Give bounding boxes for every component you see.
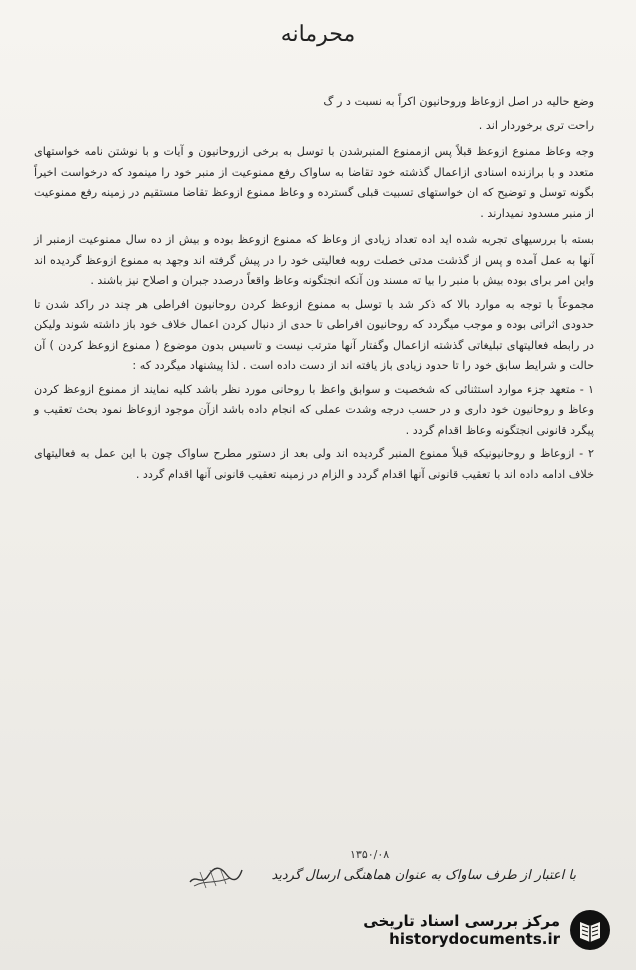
document-date: ۱۳۵۰/۰۸: [350, 848, 390, 861]
paragraph-4: بسته با بررسیهای تجربه شده اید اده تعداد زیادی از وعاظ که ممنوع ازوعظ بوده و بیش از ده سال ممنوعیت ازمنبر از آنها به عمل آمده و پس از گذشت مدتی خصلت روبه فعالیتی خود را در پیش گرفته اند وجهد به ممنوع ازوعظ گردیده اند واین امر برای بوده بیش با منبر را بیا ته مسند ون آنکه انجتگونه وعاظ واقعاً درصدد جبران و اصلاح نیز باشند .: [34, 233, 594, 287]
watermark-url: historydocuments.ir: [389, 930, 560, 948]
paragraph-7: ۲ - ازوعاظ و روحانیونیکه قبلاً ممنوع المنبر گردیده اند ولی بعد از دستور مطرح ساواک چون با این عمل به فعالیتهای خلاف ادامه داده اند با تعقیب قانونی آنها اقدام گردد و الزام در زمینه تعقیب قانونی آنها اقدام گردد .: [34, 447, 594, 481]
paragraph-1: وضع حالیه در اصل ازوعاظ وروحانیون اکراً به نسبت د ر گ: [323, 95, 594, 108]
page-title: محرمانه: [280, 22, 356, 47]
footer-handwritten-line: با اعتبار از طرف ساواک به عنوان هماهنگی ارسال گردید: [271, 868, 576, 883]
paragraph-5: مجموعاً با توجه به موارد بالا که ذکر شد با توسل به ممنوع ازوعظ کردن روحانیون افراطی هر چند در راکد شدن تا حدودی اثراتی بوده و موجب میگردد که روحانیون افراطی تا حدی از دنبال کردن اعمال خلاف خود باز داشته شوند ولیکن در رابطه فعالیتهای تبلیغاتی گذشته ازاعمال وگفتار آنها مترتب نیست و تاسیس بدون موضوع ( ممنوع ازوعظ کردن ) آن حالت و شرایط سابق خود را تا حدود زیادی باز یافته اند از دست داده است . لذا پیشنهاد میگردد که :: [34, 297, 594, 372]
watermark-persian: مرکز بررسی اسناد تاریخی: [363, 912, 560, 930]
paragraph-2: راحت تری برخوردار اند .: [478, 118, 594, 132]
paragraph-3: وجه وعاظ ممنوع ازوعظ قبلاً پس ازممنوع المنبرشدن با توسل به برخی ازروحانیون و آیات و با نوشتن نامه خواستهای متعدد و با برازنده اسنادی ازاعمال گذشته خود تقاضا به ساواک رفع ممنوعیت از منبر خود را مینمود که درخواست اخیراً بگونه توسل و توضیح که ان خواستهای تسبیت قبلی گسترده و وعاظ ممنوع ازوعظ تقاضا مستقیم در زمینه رفع ممنوعیت از منبر مسدود نمیدارند .: [34, 145, 594, 220]
document-body: [34, 92, 594, 488]
watermark: [352, 904, 612, 956]
book-shield-logo-icon: [568, 908, 612, 952]
paragraph-6: ۱ - متعهد جزء موارد استثنائی که شخصیت و سوابق واعظ با روحانی مورد نظر باشد کلیه نمایند از ممنوع ازوعظ کردن وعاظ و روحانیون خود داری و در حسب درجه وشدت عملی که انجام داده باشد ازآن موجود ازوعاظ نمود بحث تعقیب و پیگرد قانونی انجتگونه وعاظ اقدام گردد .: [34, 382, 594, 437]
